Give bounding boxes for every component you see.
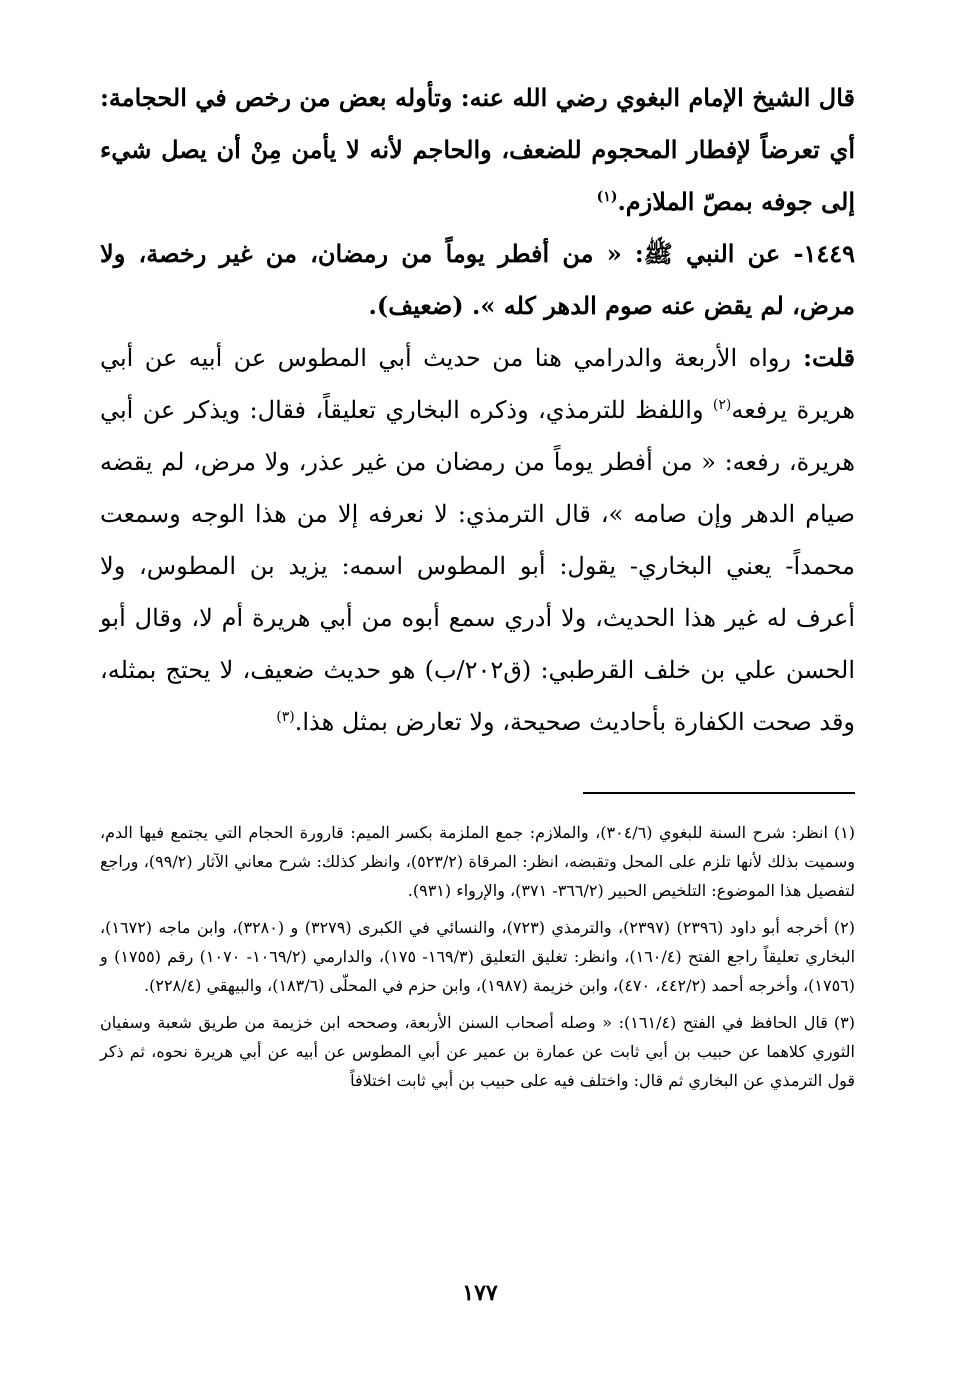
footnote-2 — [100, 913, 855, 1000]
footnote-number: (٣) — [833, 1013, 855, 1032]
main-text — [100, 72, 855, 748]
hadith-number: ١٤٤٩- — [780, 239, 855, 268]
footnote-ref-1[interactable]: (١) — [596, 189, 618, 205]
footnote-1 — [100, 818, 855, 905]
paragraph-baghawi-text: قال الشيخ الإمام البغوي رضي الله عنه: وتأوله بعض من رخص في الحجامة: أي تعرضاً لإفطار المحجوم للضعف، والحاجم لأنه لا يأمن مِنْ أن يصل شيء إلى جوفه بمصّ الملازم. — [100, 83, 855, 216]
footnote-text: أخرجه أبو داود (٢٣٩٦) (٢٣٩٧)، والترمذي (٧٢٣)، والنسائي في الكبرى (٣٢٧٩) و (٣٢٨٠)، وابن ماجه (١٦٧٢)، البخاري تعليقاً راجع الفتح (١٦٠/٤)، وانظر: تغليق التعليق (١٦٩/٣- ١٧٥)، والدارمي (١٠٦٩/٢- ١٠٧٠) رقم (١٧٥٥) و (١٧٥٦)، وأخرجه أحمد (٤٤٢/٢، ٤٧٠)، وابن خزيمة (١٩٨٧)، وابن حزم في المحلّى (١٨٣/٦)، والبيهقي (٢٢٨/٤). — [100, 918, 856, 995]
commentary-text-a: رواه الأربعة والدرامي هنا من حديث أبي المطوس عن أبيه عن أبي هريرة يرفعه — [100, 344, 855, 424]
footnote-ref-3[interactable]: (٣) — [276, 709, 295, 725]
footnote-text: قال الحافظ في الفتح (١٦١/٤): « وصله أصحاب السنن الأربعة، وصححه ابن خزيمة من طريق شعبة وسفيان الثوري كلاهما عن حبيب بن أبي ثابت عن عمارة بن عمير عن أبي المطوس عن أبيه عن أبي هريرة نحوه، ثم ذكر قول الترمذي عن البخاري ثم قال: واختلف فيه على حبيب بن أبي ثابت اختلافاً — [100, 1013, 855, 1090]
footnote-ref-2[interactable]: (٢) — [712, 397, 732, 413]
page-body — [100, 72, 855, 748]
hadith-paragraph — [100, 228, 855, 332]
qult-label: قلت: — [791, 343, 855, 372]
page-number: ١٧٧ — [462, 1280, 498, 1306]
hadith-text: عن النبي ﷺ: « من أفطر يوماً من رمضان، من غير رخصة، ولا مرض، لم يقض عنه صوم الدهر كله ». (ضعيف). — [100, 239, 855, 320]
commentary-paragraph — [100, 332, 855, 748]
footnotes — [100, 818, 855, 1103]
commentary-text-b: واللفظ للترمذي، وذكره البخاري تعليقاً، فقال: ويذكر عن أبي هريرة، رفعه: « من أفطر يوماً من رمضان من غير عذر، ولا مرض، لم يقضه صيام الدهر وإن صامه »، قال الترمذي: لا نعرفه إلا من هذا الوجه وسمعت محمداً- يعني البخاري- يقول: أبو المطوس اسمه: يزيد بن المطوس، ولا أعرف له غير هذا الحديث، ولا أدري سمع أبوه من أبي هريرة أم لا، وقال أبو الحسن علي بن خلف القرطبي: (ق٢٠٢/ب) هو حديث ضعيف، لا يحتج بمثله، وقد صحت الكفارة بأحاديث صحيحة، ولا تعارض بمثل هذا. — [100, 396, 855, 736]
footnote-3 — [100, 1008, 855, 1095]
footnote-number: (١) — [833, 823, 855, 842]
paragraph-baghawi — [100, 72, 855, 228]
footnote-divider — [583, 792, 855, 794]
footnote-text: انظر: شرح السنة للبغوي (٣٠٤/٦)، والملازم: جمع الملزمة بكسر الميم: قارورة الحجام التي يجتمع فيها الدم، وسميت بذلك لأنها تلزم على المحل وتقبضه، انظر: المرقاة (٥٢٣/٢)، وانظر كذلك: شرح معاني الآثار (٩٩/٢)، وراجع لتفصيل هذا الموضوع: التلخيص الحبير (٣٦٦/٢- ٣٧١)، والإرواء (٩٣١). — [100, 823, 855, 900]
footnote-number: (٢) — [833, 918, 855, 937]
